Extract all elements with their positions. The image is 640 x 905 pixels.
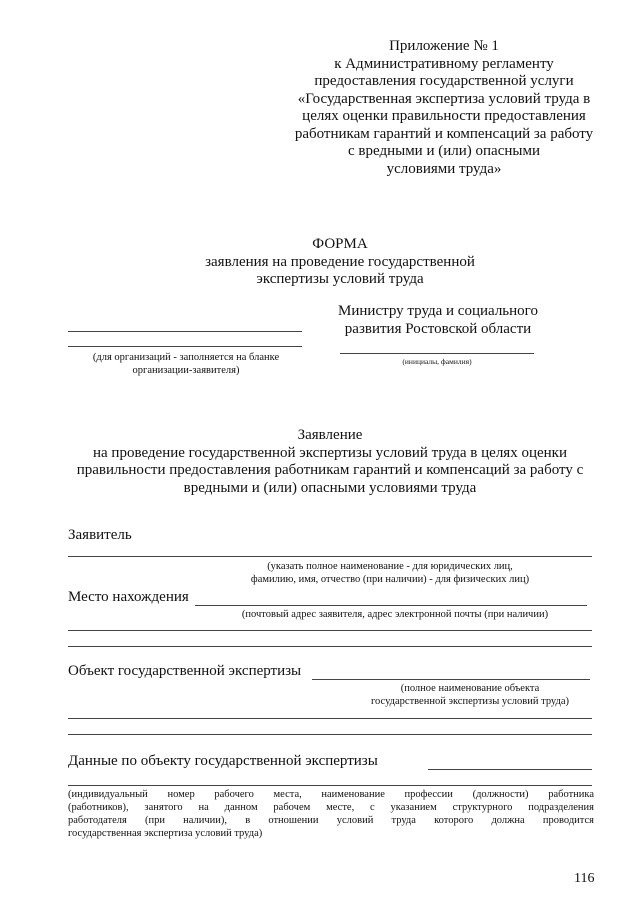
application-line: правильности предоставления работникам гарантий и компенсаций за работу с	[76, 462, 584, 478]
form-title	[160, 236, 520, 289]
applicant-hint	[190, 560, 590, 586]
form-subtitle: заявления на проведение государственной	[205, 253, 475, 270]
application-title: Заявление	[297, 427, 363, 443]
org-hint-line: организации-заявителя)	[132, 365, 240, 376]
appendix-line: с вредными и (или) опасными	[348, 143, 540, 159]
appendix-line: работникам гарантий и компенсаций за работу	[294, 125, 594, 142]
data-field-line[interactable]	[428, 769, 592, 770]
application-line: вредными и (или) опасными условиями труда	[183, 479, 477, 496]
appendix-line: предоставления государственной услуги	[314, 73, 574, 89]
object-hint-line: государственной экспертизы условий труда)	[370, 696, 570, 707]
application-line: на проведение государственной экспертизы условий труда в целях оценки	[92, 444, 567, 461]
addressee-line: развития Ростовской области	[344, 320, 532, 337]
org-hint-line: (для организаций - заполняется на бланке	[92, 352, 280, 363]
object-hint-line: (полное наименование объекта	[400, 683, 540, 694]
location-extra-line-1[interactable]	[68, 630, 592, 631]
data-hint-line: (работников), занятого на данном рабочем месте, с указанием структурного подразделения	[68, 802, 594, 813]
applicant-hint-line: фамилию, имя, отчество (при наличии) - для физических лиц)	[250, 574, 530, 585]
addressee-line: Министру труда и социального	[338, 303, 538, 319]
data-extra-line[interactable]	[68, 785, 592, 786]
appendix-block	[285, 38, 603, 178]
location-extra-line-2[interactable]	[68, 646, 592, 647]
applicant-hint-line: (указать полное наименование - для юридических лиц,	[267, 561, 513, 572]
object-label: Объект государственной экспертизы	[68, 663, 302, 679]
addressee-name-line[interactable]	[340, 353, 534, 354]
form-heading: ФОРМА	[312, 236, 368, 252]
object-hint	[340, 682, 600, 708]
location-hint: (почтовый адрес заявителя, адрес электронной почты (при наличии)	[241, 609, 549, 620]
location-label: Место нахождения	[68, 589, 189, 605]
appendix-line: условиями труда»	[386, 160, 502, 177]
appendix-line: к Административному регламенту	[334, 55, 554, 72]
applicant-label: Заявитель	[68, 527, 132, 543]
location-field-line[interactable]	[195, 605, 587, 606]
data-hint-line: (индивидуальный номер рабочего места, наименование профессии (должности) работника	[68, 789, 594, 800]
data-label: Данные по объекту государственной экспертизы	[68, 753, 378, 769]
applicant-field-line[interactable]	[68, 556, 592, 557]
data-hint-line: государственная экспертиза условий труда)	[68, 828, 263, 839]
application-block	[60, 427, 600, 497]
addressee-hint: (инициалы, фамилия)	[402, 357, 472, 366]
data-hint	[68, 788, 594, 840]
appendix-line: целях оценки правильности предоставления	[302, 108, 586, 124]
org-line-1[interactable]	[68, 331, 302, 332]
addressee-block	[318, 303, 558, 338]
appendix-line: «Государственная экспертиза условий труда в	[297, 90, 591, 107]
object-extra-line-2[interactable]	[68, 734, 592, 735]
form-subtitle: экспертизы условий труда	[256, 271, 424, 287]
page-number: 116	[574, 871, 595, 886]
org-hint	[56, 351, 316, 377]
object-field-line[interactable]	[312, 679, 590, 680]
object-extra-line-1[interactable]	[68, 718, 592, 719]
appendix-line: Приложение № 1	[389, 38, 499, 54]
data-hint-line: работодателя (при наличии), в отношении условий труда которого должна проводится	[68, 815, 594, 826]
org-line-2[interactable]	[68, 346, 302, 347]
